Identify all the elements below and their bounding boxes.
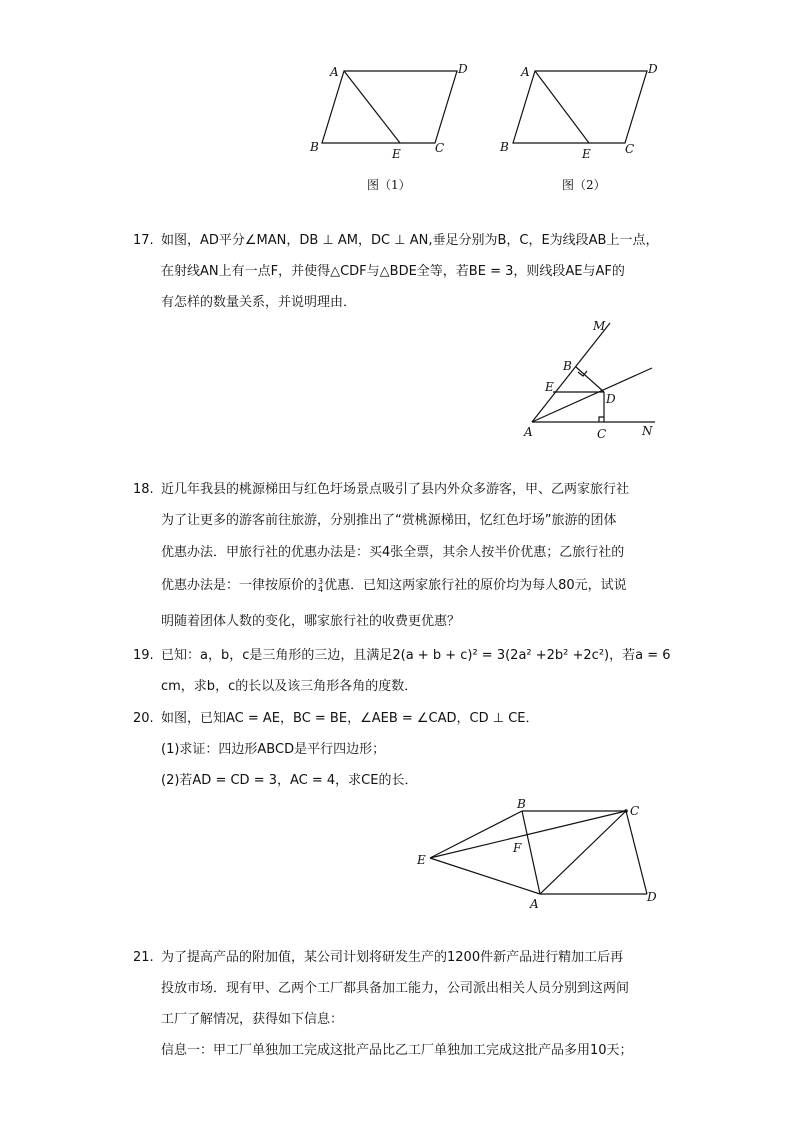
q18-line4-b: 优惠．已知这两家旅行社的原价均为每人80元，试说 — [324, 578, 627, 593]
q18-line3: 优惠办法．甲旅行社的优惠办法是：买4张全票，其余人按半价优惠；乙旅行社的 — [161, 545, 625, 560]
q20-line2: (1)求证：四边形ABCD是平行四边形； — [161, 742, 386, 757]
q18-line4 — [161, 577, 627, 595]
q18-line5: 明随着团体人数的变化，哪家旅行社的收费更优惠？ — [161, 614, 461, 629]
fig1-label-C: C — [435, 141, 445, 155]
q19-line1: 已知：a，b，c是三角形的三边，且满足2(a + b + c)² = 3(2a² +2b² +2c²)，若a = 6 — [161, 648, 671, 663]
q17-label-C: C — [597, 427, 607, 441]
q21-number: 21. — [133, 950, 154, 965]
q20-label-E: E — [417, 853, 426, 867]
point-c-dot — [624, 809, 628, 813]
q18-line1: 近几年我县的桃源梯田与红色圩场景点吸引了县内外众多游客，甲、乙两家旅行社 — [161, 482, 630, 497]
q17-label-E: E — [545, 380, 554, 394]
q19-number: 19. — [133, 648, 154, 663]
q20-line1: 如图，已知AC = AE，BC = BE，∠AEB = ∠CAD，CD ⊥ CE． — [161, 711, 539, 726]
fig2-label-D: D — [648, 62, 658, 76]
q17-label-N: N — [642, 424, 653, 438]
fig1-label-A: A — [330, 65, 339, 79]
q21-line2: 投放市场．现有甲、乙两个工厂都具备加工能力，公司派出相关人员分别到这两间 — [161, 981, 630, 996]
fig1-label-E: E — [392, 147, 401, 161]
q20-number: 20. — [133, 711, 154, 726]
q17-label-B: B — [563, 359, 572, 373]
q20-label-B: B — [517, 797, 526, 811]
q20-label-D: D — [647, 890, 657, 904]
q18-number: 18. — [133, 482, 154, 497]
fig2-caption: 图（2） — [562, 178, 606, 192]
q20-label-F: F — [513, 841, 522, 855]
frac-numerator: 3 — [318, 576, 324, 586]
q17-line2: 在射线AN上有一点F，并使得△CDF与△BDE全等，若BE = 3，则线段AE与AF的 — [161, 264, 625, 279]
fig1-caption: 图（1） — [367, 178, 411, 192]
fig2-label-A: A — [521, 65, 530, 79]
q21-line1: 为了提高产品的附加值，某公司计划将研发生产的1200件新产品进行精加工后再 — [161, 950, 624, 965]
fig1-label-B: B — [310, 140, 319, 154]
q20-label-C: C — [630, 804, 640, 818]
q17-label-A: A — [524, 425, 533, 439]
q17-label-D: D — [606, 392, 616, 406]
q21-line3: 工厂了解情况，获得如下信息： — [161, 1012, 344, 1027]
fig2-label-B: B — [500, 140, 509, 154]
q17-label-M: M — [593, 319, 606, 333]
figure-2 — [513, 71, 647, 143]
q18-line2: 为了让更多的游客前往旅游，分别推出了“赏桃源梯田，忆红色圩场”旅游的团体 — [161, 513, 617, 528]
q20-figure — [410, 792, 670, 917]
q19-line2: cm，求b，c的长以及该三角形各角的度数． — [161, 679, 418, 694]
q17-line1: 如图，AD平分∠MAN，DB ⊥ AM，DC ⊥ AN,垂足分别为B，C，E为线段AB上一点， — [161, 233, 659, 248]
three-quarters-fraction — [318, 578, 323, 594]
q17-line3: 有怎样的数量关系，并说明理由． — [161, 295, 357, 310]
q20-line3: (2)若AD = CD = 3，AC = 4，求CE的长． — [161, 773, 418, 788]
q20-label-A: A — [530, 897, 539, 911]
q21-line4: 信息一：甲工厂单独加工完成这批产品比乙工厂单独加工完成这批产品多用10天； — [161, 1043, 633, 1058]
figure-1 — [322, 71, 457, 143]
frac-denominator: 4 — [318, 584, 324, 594]
fig2-label-E: E — [582, 147, 591, 161]
parallelogram-figures — [300, 55, 680, 200]
q18-line4-a: 优惠办法是：一律按原价的 — [161, 578, 318, 593]
q17-figure — [515, 315, 675, 445]
fig2-label-C: C — [625, 142, 635, 156]
q17-number: 17. — [133, 233, 154, 248]
fig1-label-D: D — [458, 62, 468, 76]
